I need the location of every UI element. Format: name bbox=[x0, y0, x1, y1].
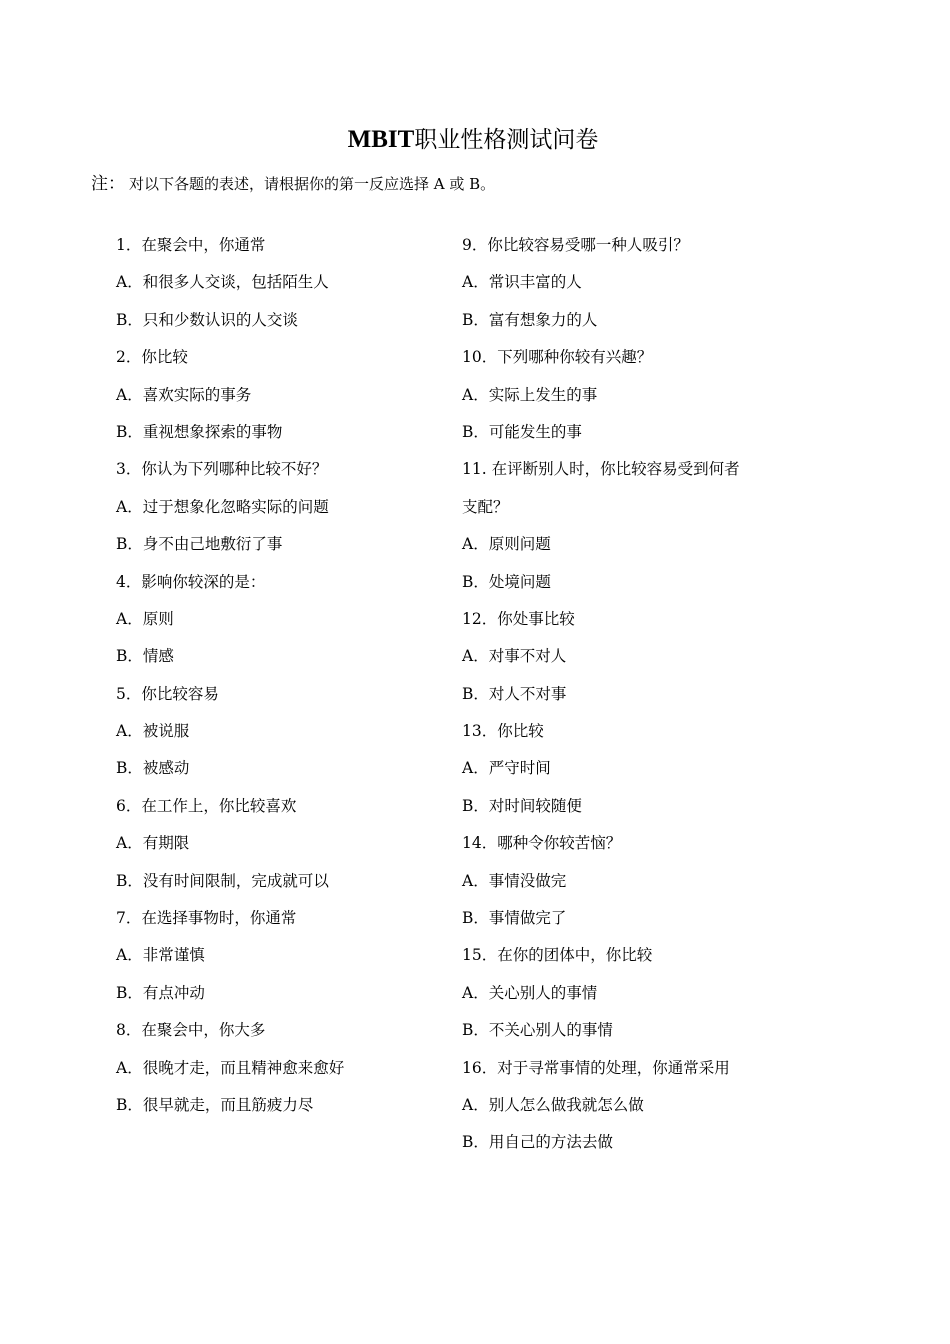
answer-option: A．常识丰富的人 bbox=[462, 273, 582, 292]
answer-option: A．事情没做完 bbox=[462, 871, 567, 890]
question-text: 7．在选择事物时，你通常 bbox=[116, 909, 297, 928]
question-text: 2．你比较 bbox=[116, 348, 188, 367]
page-title-cjk: 职业性格测试问卷 bbox=[414, 127, 599, 153]
question-text: 12．你处事比较 bbox=[462, 609, 575, 628]
answer-option: A．被说服 bbox=[116, 722, 190, 741]
answer-option: A．对事不对人 bbox=[462, 647, 567, 666]
answer-option: A．非常谨慎 bbox=[116, 946, 205, 965]
answer-option: A．关心别人的事情 bbox=[462, 983, 598, 1002]
answer-option: B．用自己的方法去做 bbox=[462, 1133, 613, 1152]
question-text: 9．你比较容易受哪一种人吸引？ bbox=[462, 236, 689, 254]
answer-option: B．事情做完了 bbox=[462, 909, 567, 928]
page-title-latin: MBIT bbox=[347, 126, 415, 153]
answer-option: B．很早就走，而且筋疲力尽 bbox=[116, 1095, 314, 1114]
question-text: 11. 在评断别人时，你比较容易受到何者 bbox=[462, 460, 740, 479]
question-text: 6．在工作上，你比较喜欢 bbox=[116, 796, 297, 815]
answer-option: A．很晚才走，而且精神愈来愈好 bbox=[116, 1058, 345, 1077]
question-text: 14．哪种令你较苦恼？ bbox=[462, 834, 622, 853]
answer-option: B．身不由己地敷衍了事 bbox=[116, 535, 283, 554]
note-text: 对以下各题的表述，请根据你的第一反应选择 A 或 B。 bbox=[129, 175, 496, 193]
answer-option: A．原则问题 bbox=[462, 535, 551, 554]
answer-option: B．不关心别人的事情 bbox=[462, 1021, 613, 1040]
answer-option: A．有期限 bbox=[116, 834, 190, 853]
answer-option: A．原则 bbox=[116, 609, 174, 628]
answer-option: A．和很多人交谈，包括陌生人 bbox=[116, 273, 329, 292]
question-column-right bbox=[462, 230, 782, 1165]
answer-option: B．只和少数认识的人交谈 bbox=[116, 310, 298, 329]
answer-option: B．对人不对事 bbox=[462, 684, 567, 703]
answer-option: B．重视想象探索的事物 bbox=[116, 422, 283, 441]
answer-option: A．别人怎么做我就怎么做 bbox=[462, 1095, 644, 1114]
note-label: 注： bbox=[91, 174, 125, 194]
question-text: 10．下列哪种你较有兴趣？ bbox=[462, 348, 653, 367]
question-text: 支配？ bbox=[462, 497, 509, 516]
question-text: 3．你认为下列哪种比较不好？ bbox=[116, 460, 328, 479]
answer-option: B．有点冲动 bbox=[116, 983, 205, 1002]
answer-option: B．对时间较随便 bbox=[462, 796, 582, 815]
answer-option: A．喜欢实际的事务 bbox=[116, 385, 252, 404]
answer-option: A．实际上发生的事 bbox=[462, 385, 598, 404]
page-title bbox=[0, 122, 946, 157]
answer-option: B．被感动 bbox=[116, 759, 190, 778]
answer-option: B．情感 bbox=[116, 647, 174, 666]
answer-option: A．过于想象化忽略实际的问题 bbox=[116, 497, 329, 516]
question-text: 16．对于寻常事情的处理，你通常采用 bbox=[462, 1058, 730, 1077]
answer-option: B．富有想象力的人 bbox=[462, 310, 598, 329]
question-text: 5．你比较容易 bbox=[116, 684, 219, 703]
question-text: 8．在聚会中，你大多 bbox=[116, 1021, 266, 1040]
question-text: 1．在聚会中，你通常 bbox=[116, 236, 266, 254]
question-text: 15．在你的团体中，你比较 bbox=[462, 946, 653, 965]
answer-option: B．可能发生的事 bbox=[462, 422, 582, 441]
answer-option: B．没有时间限制，完成就可以 bbox=[116, 871, 329, 890]
instruction-note bbox=[91, 173, 495, 195]
question-text: 4．影响你较深的是： bbox=[116, 572, 266, 591]
question-text: 13．你比较 bbox=[462, 722, 544, 741]
answer-option: B．处境问题 bbox=[462, 572, 551, 591]
answer-option: A．严守时间 bbox=[462, 759, 551, 778]
question-column-left bbox=[116, 230, 436, 1127]
